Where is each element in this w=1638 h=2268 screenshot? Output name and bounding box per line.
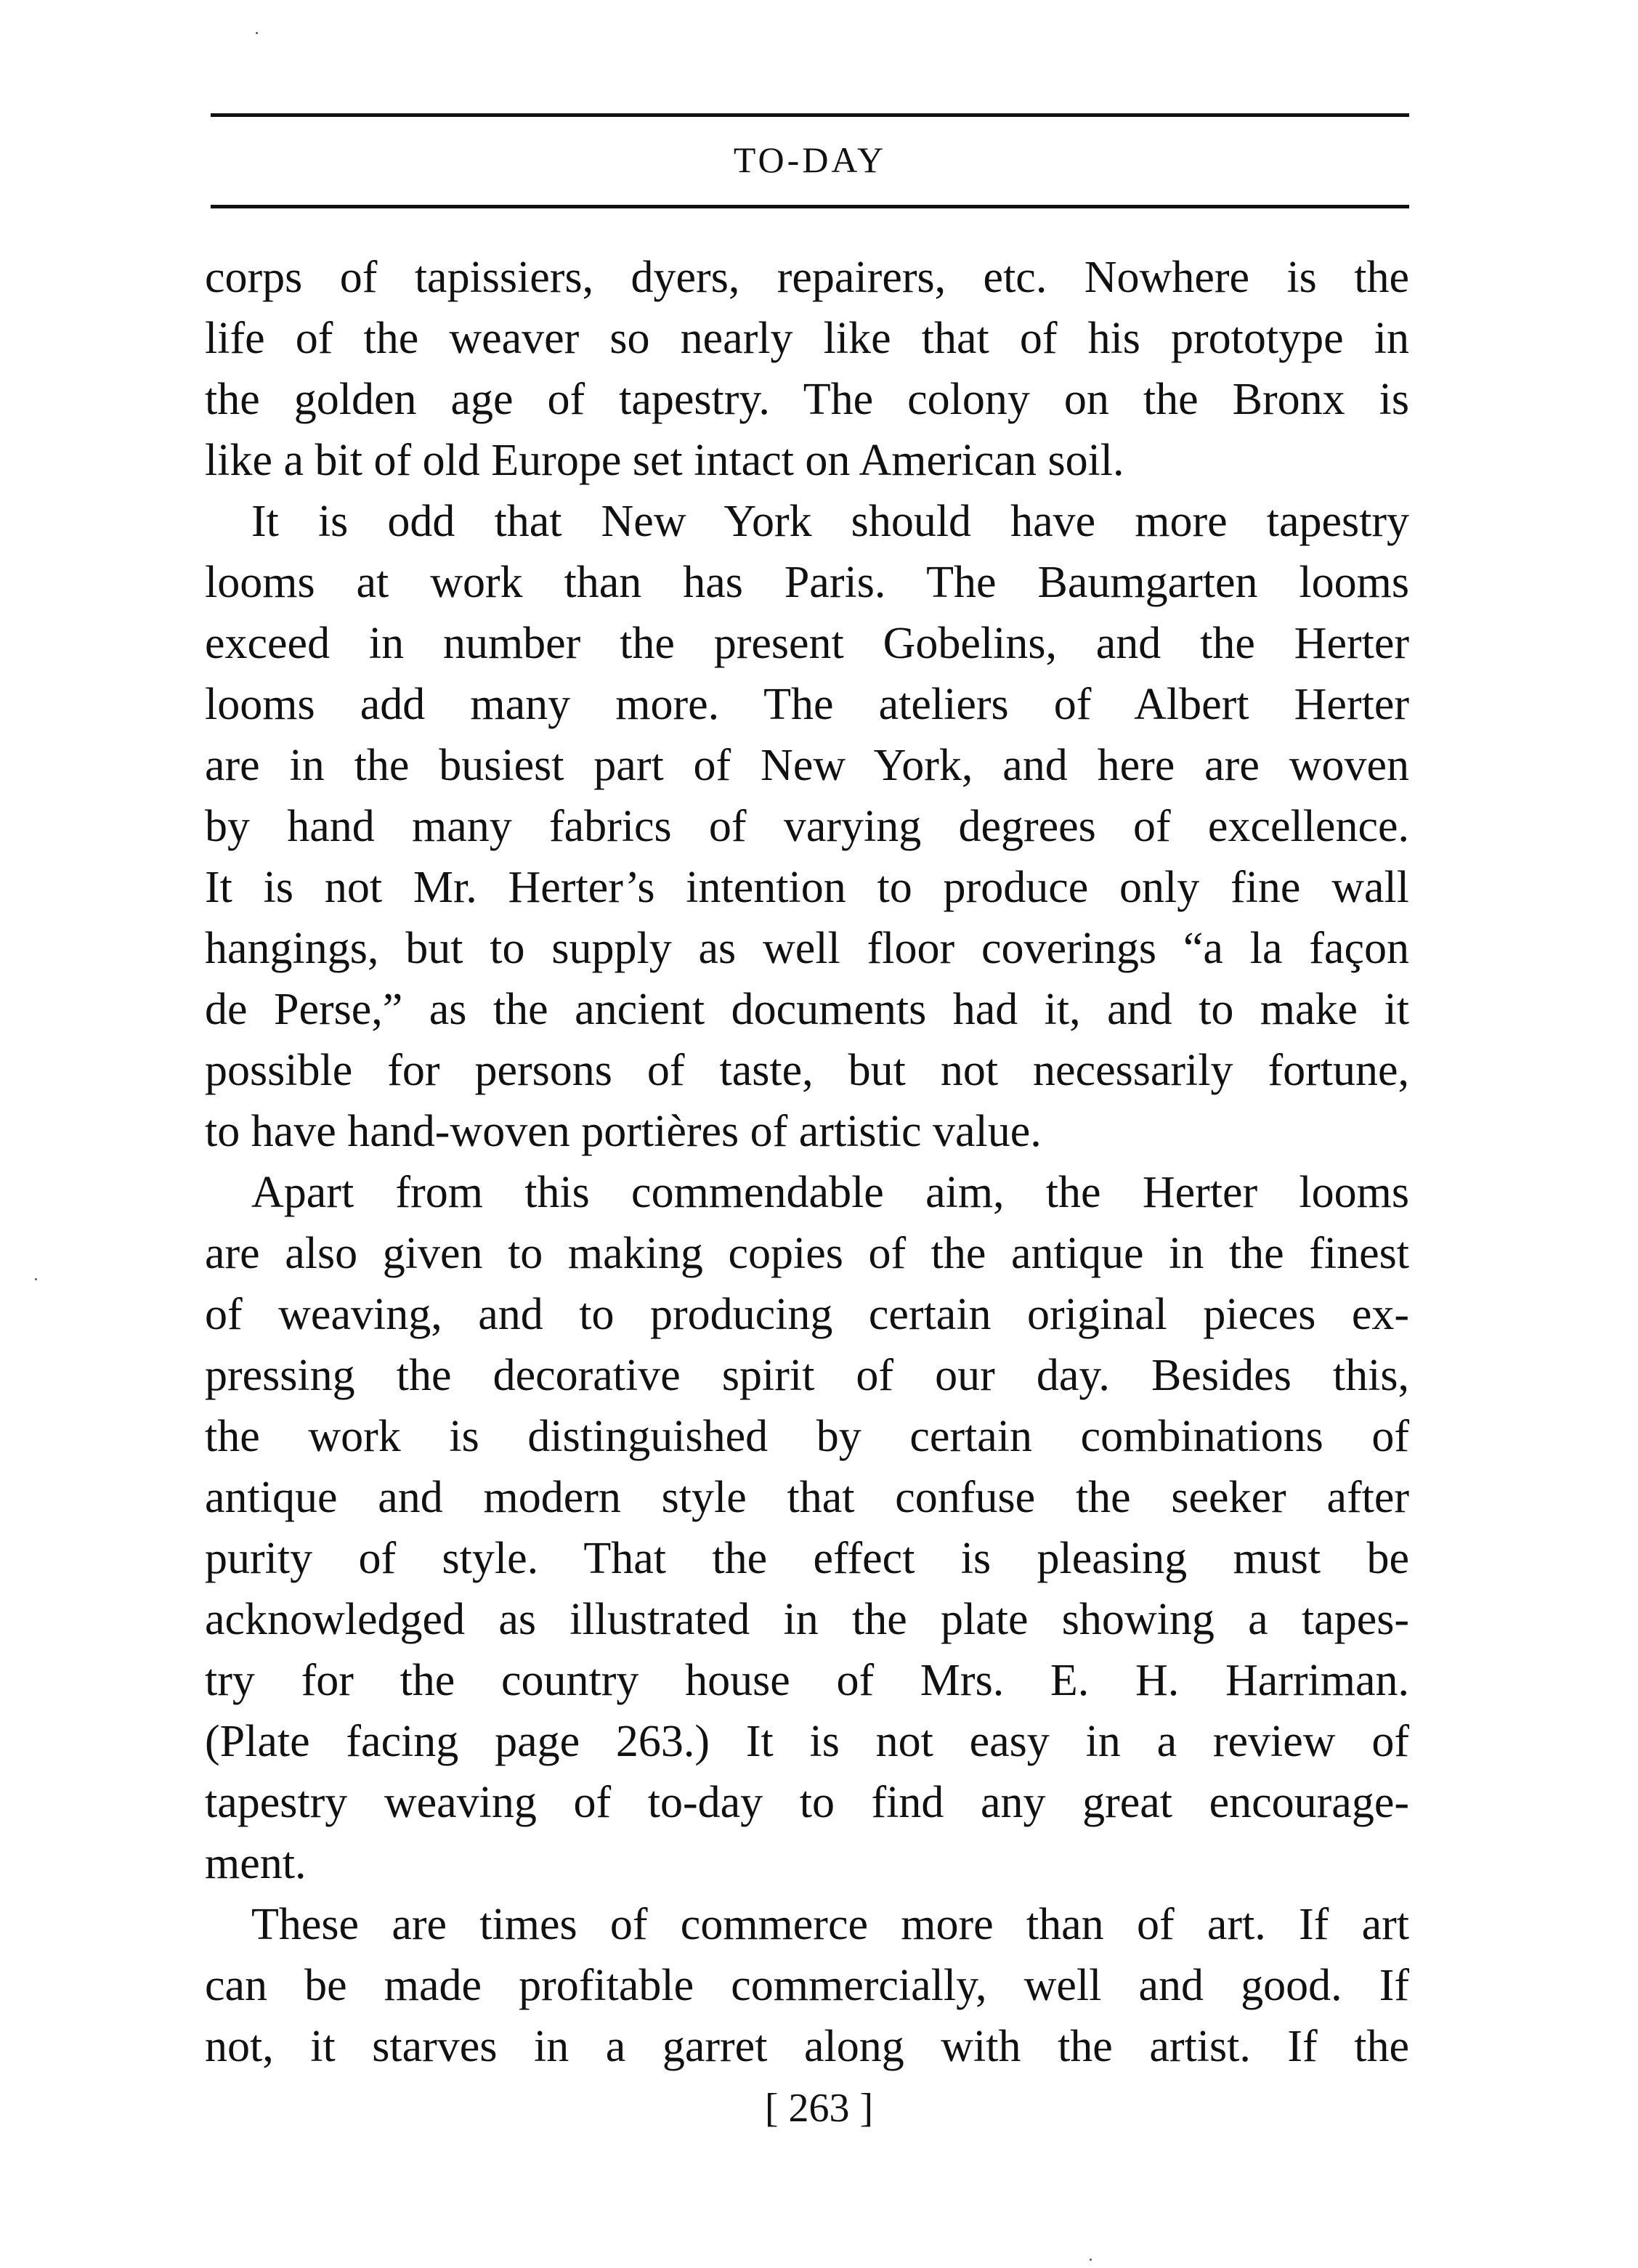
text-line: It is not Mr. Herter’s intention to produce only fine wall bbox=[205, 863, 1409, 912]
text-line: antique and modern style that confuse the seeker after bbox=[205, 1473, 1409, 1522]
text-line: purity of style. That the effect is pleasing must be bbox=[205, 1534, 1409, 1583]
text-line: life of the weaver so nearly like that of his prototype in bbox=[205, 314, 1409, 363]
text-line: Apart from this commendable aim, the Herter looms bbox=[251, 1168, 1409, 1217]
text-line: These are times of commerce more than of art. If art bbox=[251, 1900, 1409, 1949]
speck bbox=[1090, 2259, 1092, 2261]
text-line: possible for persons of taste, but not necessarily fortune, bbox=[205, 1046, 1409, 1095]
text-line: looms at work than has Paris. The Baumgarten looms bbox=[205, 558, 1409, 607]
running-head: TO-DAY bbox=[733, 139, 887, 180]
text-line: of weaving, and to producing certain original pieces ex- bbox=[205, 1290, 1409, 1339]
header-rule-top bbox=[211, 113, 1409, 117]
speck bbox=[35, 1278, 37, 1280]
text-line: exceed in number the present Gobelins, and the Herter bbox=[205, 619, 1409, 668]
text-line: looms add many more. The ateliers of Albert Herter bbox=[205, 680, 1409, 729]
body-text bbox=[205, 247, 1409, 2077]
text-line: can be made profitable commercially, well and good. If bbox=[205, 1961, 1409, 2010]
text-line: by hand many fabrics of varying degrees of excellence. bbox=[205, 802, 1409, 851]
text-line: to have hand-woven portières of artistic value. bbox=[205, 1107, 1042, 1156]
text-line: acknowledged as illustrated in the plate showing a tapes- bbox=[205, 1595, 1409, 1644]
text-line: de Perse,” as the ancient documents had it, and to make it bbox=[205, 985, 1409, 1034]
text-line: corps of tapissiers, dyers, repairers, etc. Nowhere is the bbox=[205, 253, 1409, 302]
text-line: try for the country house of Mrs. E. H. Harriman. bbox=[205, 1656, 1409, 1705]
text-line: like a bit of old Europe set intact on American soil. bbox=[205, 436, 1124, 485]
speck bbox=[256, 32, 258, 34]
text-line: the work is distinguished by certain combinations of bbox=[205, 1412, 1409, 1461]
text-line: hangings, but to supply as well floor coverings “a la façon bbox=[205, 924, 1409, 973]
header-rule-bottom bbox=[211, 205, 1409, 208]
text-line: ment. bbox=[205, 1839, 307, 1888]
text-line: not, it starves in a garret along with the artist. If the bbox=[205, 2022, 1409, 2071]
page-number: [ 263 ] bbox=[764, 2086, 874, 2131]
text-line: pressing the decorative spirit of our day. Besides this, bbox=[205, 1351, 1409, 1400]
text-line: the golden age of tapestry. The colony on the Bronx is bbox=[205, 375, 1409, 424]
text-line: are also given to making copies of the antique in the finest bbox=[205, 1229, 1409, 1278]
text-line: It is odd that New York should have more tapestry bbox=[251, 497, 1409, 546]
text-line: (Plate facing page 263.) It is not easy in a review of bbox=[205, 1717, 1409, 1766]
text-line: are in the busiest part of New York, and here are woven bbox=[205, 741, 1409, 790]
text-line: tapestry weaving of to-day to find any great encourage- bbox=[205, 1778, 1409, 1827]
